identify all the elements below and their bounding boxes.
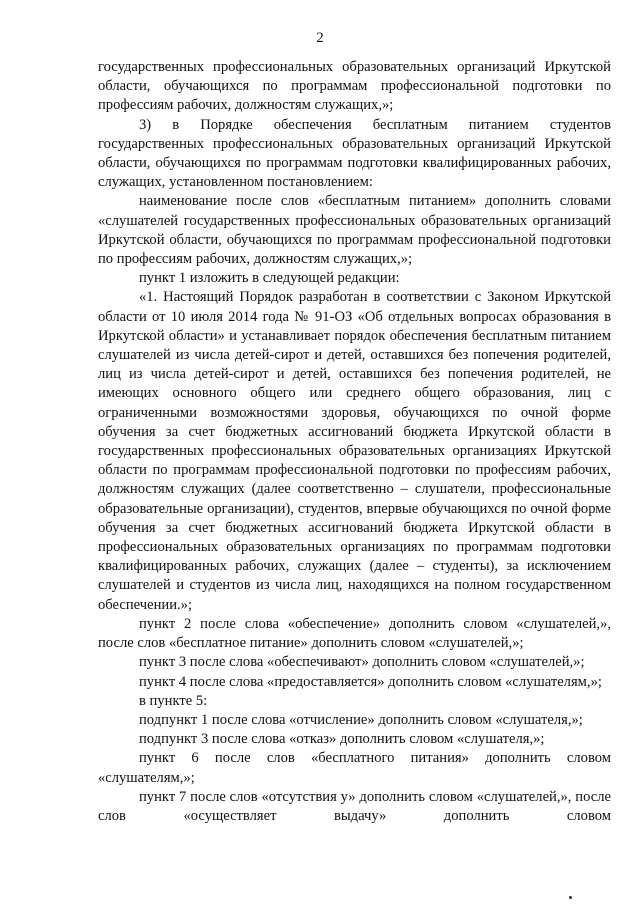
paragraph-point-1-text: «1. Настоящий Порядок разработан в соответствии с Законом Иркутской области от 10 июля 2014 года № 91-ОЗ «Об отдельных вопросах образования в Иркутской области» и устанавливает порядок обеспечения бесплатным питанием слушателей из числа детей-сирот и детей, оставшихся без попечения родителей, лиц из числа детей-сирот и детей, оставшихся без попечения родителей, не имеющих основного общего или среднего общего образования, лиц с ограниченными возможностями здоровья, обучающихся по очной форме обучения за счет бюджетных ассигнований бюджета Иркутской области в государственных профессиональных образовательных организациях Иркутской области по программам профессиональной подготовки по профессиям рабочих, должностям служащих (далее соответственно – слушатели, профессиональные образовательные организации), студентов, впервые обучающихся по очной форме обучения за счет бюджетных ассигнований бюджета Иркутской области в профессиональных образовательных организациях по программам подготовки квалифицированных рабочих, служащих (далее – студенты), за исключением слушателей и студентов из числа лиц, находящихся на полном государственном обеспечении.»; bbox=[98, 289, 611, 613]
paragraph-subpoint-1: подпункт 1 после слова «отчисление» дополнить словом «слушателя,»; bbox=[139, 711, 583, 728]
paragraph-point-4: пункт 4 после слова «предоставляется» дополнить словом «слушателям,»; bbox=[139, 673, 602, 690]
paragraph-point-1-intro: пункт 1 изложить в следующей редакции: bbox=[139, 270, 400, 287]
document-body bbox=[98, 58, 611, 826]
paragraph-title-amendment: наименование после слов «бесплатным питанием» дополнить словами «слушателей государственных профессиональных образовательных организаций Иркутской области, обучающихся по программам профессиональной подготовки по профессиям рабочих, должностям служащих,»; bbox=[98, 193, 611, 268]
scan-dot bbox=[569, 896, 572, 899]
paragraph-point-3: пункт 3 после слова «обеспечивают» дополнить словом «слушателей,»; bbox=[139, 654, 585, 671]
paragraph-point-2: пункт 2 после слова «обеспечение» дополнить словом «слушателей,», после слов «бесплатное питание» дополнить словом «слушателей,»; bbox=[98, 615, 611, 652]
paragraph-point-7: пункт 7 после слов «отсутствия у» дополнить словом «слушателей,», после слов «осуществляет выдачу» дополнить словом bbox=[98, 788, 611, 824]
paragraph-item-3: 3) в Порядке обеспечения бесплатным питанием студентов государственных профессиональных образовательных организаций Иркутской области, обучающихся по программам подготовки квалифицированных рабочих, служащих, установленном постановлением: bbox=[98, 116, 611, 191]
paragraph-continuation: государственных профессиональных образовательных организаций Иркутской области, обучающихся по программам профессиональной подготовки по профессиям рабочих, должностям служащих,»; bbox=[98, 59, 611, 114]
page-number: 2 bbox=[316, 30, 324, 46]
paragraph-point-5: в пункте 5: bbox=[139, 692, 208, 709]
paragraph-point-6: пункт 6 после слов «бесплатного питания» дополнить словом «слушателям,»; bbox=[98, 750, 611, 786]
paragraph-subpoint-3: подпункт 3 после слова «отказ» дополнить словом «слушателя,»; bbox=[139, 731, 545, 748]
